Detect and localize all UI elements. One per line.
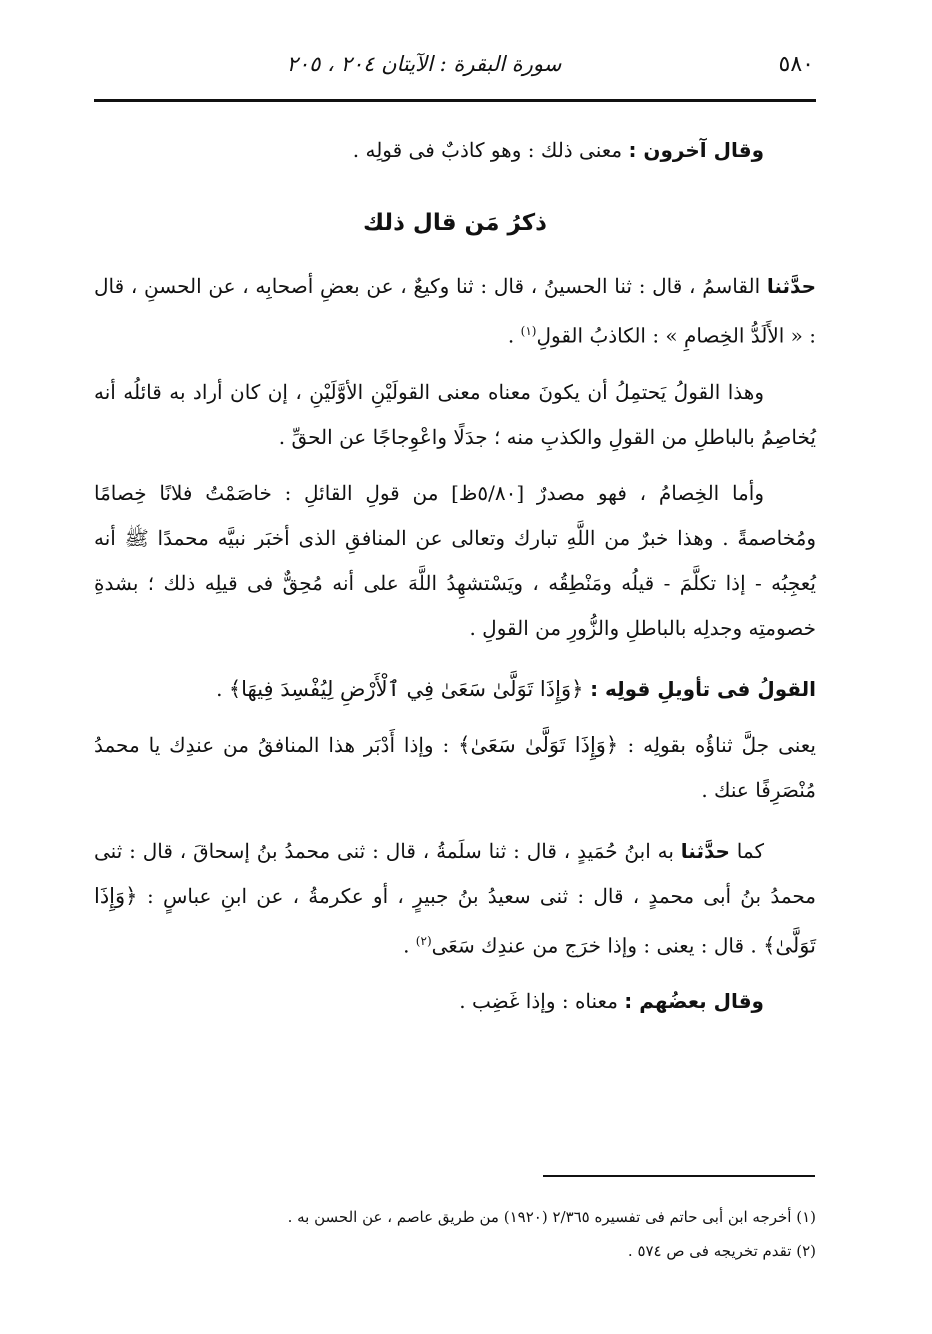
- bold-lead: وقال بعضُهم :: [624, 989, 764, 1014]
- paragraph-text: كما: [729, 838, 764, 863]
- paragraph-text: يعنى جلَّ ثناؤُه بقولِه :: [627, 732, 816, 757]
- footnotes: [94, 1200, 816, 1268]
- quran-verse: ﴿وَإِذَا تَوَلَّىٰ سَعَىٰ فِي ٱلْأَرْضِ لِيُفْسِدَ فِيهَا﴾: [228, 676, 591, 701]
- page-header: [94, 52, 814, 88]
- paragraph-8: [94, 979, 816, 1024]
- section-heading: ذكرُ مَن قال ذلك: [363, 210, 547, 236]
- paragraph-1: [94, 128, 816, 173]
- bold-lead: حدَّثنا: [680, 838, 730, 863]
- paragraph-text: معناه : وإذا غَضِب .: [459, 989, 625, 1014]
- paragraph-end: .: [507, 323, 521, 348]
- paragraph-end: .: [403, 933, 416, 958]
- paragraph-4: وأما الخِصامُ ، فهو مصدرٌ [٥/٨٠ظ] من قولِ القائلِ : خاصَمْتُ فلانًا خِصامًا ومُخاصمةً . وهذا خبرٌ من اللَّهِ تبارك وتعالى عن المنافقِ الذى أخبَر نبيَّه محمدًا ﷺ أنه يُعجِبُه - إذا تكلَّمَ - قيلُه ومَنْطِقُه ، ويَسْتشهِدُ اللَّهَ على أنه مُحِقٌّ فى قيلِه ذلك ؛ بشدةِ خصومتِه وجدلِه بالباطلِ والزُّورِ من القولِ .: [94, 480, 816, 640]
- quran-verse: ﴿وَإِذَا تَوَلَّىٰ﴾: [94, 883, 816, 958]
- footnote-1: (١) أخرجه ابن أبى حاتم فى تفسيره ٢/٣٦٥ (١٩٢٠) من طريق عاصم ، عن الحسن به .: [287, 1208, 816, 1226]
- header-divider: [94, 99, 816, 102]
- quran-verse: ﴿وَإِذَا تَوَلَّىٰ سَعَىٰ﴾: [458, 732, 628, 757]
- paragraph-3: وهذا القولُ يَحتمِلُ أن يكونَ معناه معنى القولَيْنِ الأوَّلَيْنِ ، إن كان أراد به قائلُه أنه يُخاصِمُ بالباطلِ من القولِ والكذبِ منه ؛ جدَلًا واعْوِجاجًا عن الحقِّ .: [94, 379, 816, 449]
- footnote-divider: [543, 1175, 815, 1177]
- paragraph-text: به ابنُ حُمَيدٍ ، قال : ثنا سلَمةُ ، قال : ثنى محمدُ بنُ إسحاقَ ، قال : ثنى محمدُ بنُ أبى محمدٍ ، قال : ثنى سعيدُ بنُ جبيرٍ ، أو عكرمةُ ، عن ابنِ عباسٍ :: [94, 838, 816, 908]
- page-body: [94, 128, 816, 1024]
- paragraph-text: . قال : يعنى : وإذا خرَج من عندِك سَعَى: [431, 933, 764, 958]
- footnote-2: (٢) تقدم تخريجه فى ص ٥٧٤ .: [627, 1242, 816, 1260]
- running-title: سورة البقرة : الآيتان ٢٠٤ ، ٢٠٥: [286, 52, 562, 76]
- paragraph-6: [94, 723, 816, 813]
- paragraph-text: : وإذا أَدْبَر هذا المنافقُ من عندِك يا محمدُ مُنْصَرِفًا عنك .: [94, 732, 816, 802]
- bold-lead: حدَّثنا: [766, 274, 816, 298]
- footnote-ref-1: (١): [520, 324, 537, 338]
- paragraph-end: .: [216, 676, 229, 701]
- bold-lead: القولُ فى تأويلِ قولِه :: [590, 676, 816, 701]
- page-number: ٥٨٠: [778, 52, 814, 77]
- paragraph-text: القاسمُ ، قال : ثنا الحسينُ ، قال : ثنا وكيعٌ ، عن بعضِ أصحابِه ، عن الحسنِ ، قال : « الأَلَدُّ الخِصامِ » : الكاذبُ القولِ: [94, 274, 816, 348]
- paragraph-2: [94, 264, 816, 359]
- paragraph-7: [94, 829, 816, 969]
- bold-lead: وقال آخرون :: [628, 138, 764, 162]
- paragraph-text: معنى ذلك : وهو كاذبٌ فى قولِه .: [352, 138, 629, 162]
- paragraph-5: [94, 667, 816, 712]
- footnote-ref-2: (٢): [415, 933, 432, 948]
